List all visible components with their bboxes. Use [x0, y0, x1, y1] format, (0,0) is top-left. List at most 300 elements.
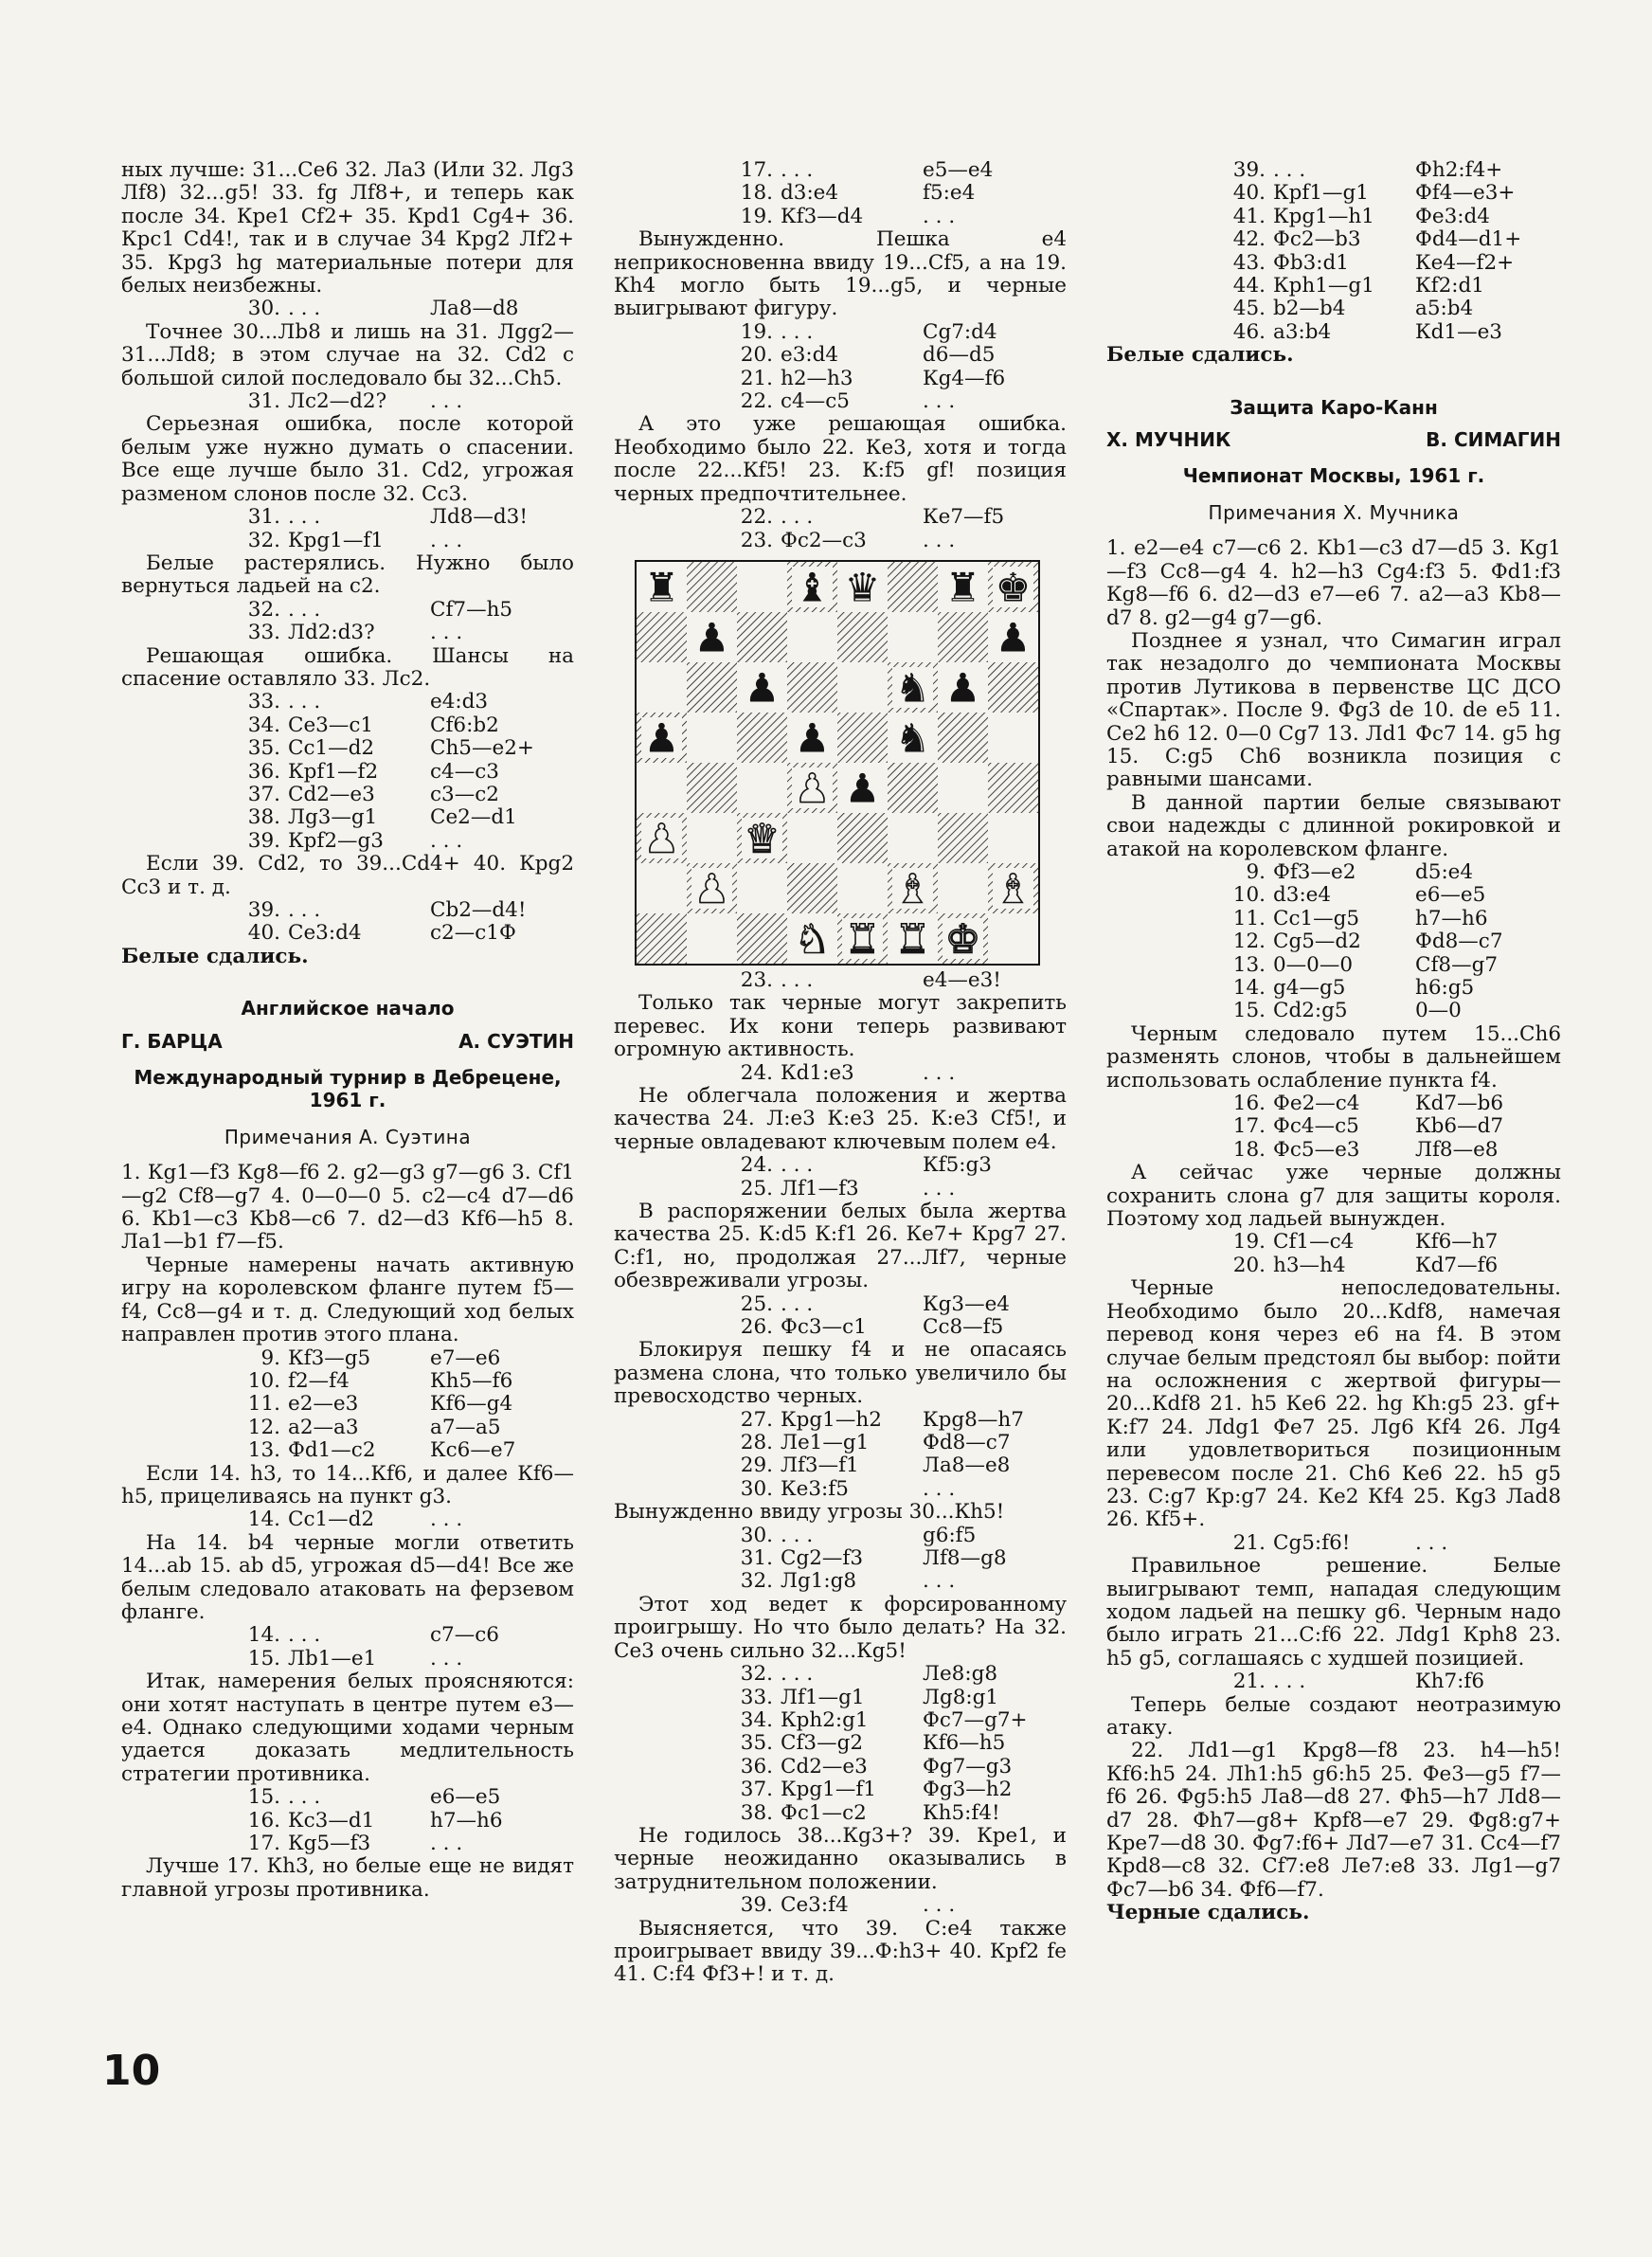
commentary: 22. Лd1—g1 Крg8—f8 23. h4—h5! Кf6:h5 24. Лh1:h5 g6:h5 25. Фе3—g5 f7—f6 26. Фg5:h5 Ла8—d8 27. Фh5—h7 Лd8—d7 28. Фh7—g8+ Крf8—е7 29. Фg8:g7+ Кре7—d8 30. Фg7:f6+ Лd7—е7 31. Сс4—f7 Крd8—с8 32. Сf7:е8 Ле7:е8 33. Лg1—g7 Фс7—b6 34. Фf6—f7. [1106, 1739, 1561, 1902]
move-number: 30. [247, 297, 280, 321]
white-move: Ле1—g1 [781, 1431, 870, 1455]
dark-square [888, 763, 938, 813]
move-line [1106, 930, 1561, 953]
move-line [614, 1478, 1067, 1501]
black-pawn-icon: ♟ [844, 765, 881, 812]
commentary: Блокируя пешку f4 и не опасаясь размена слона, что только увеличило бы превосходство черных. [614, 1338, 1067, 1409]
move-number: 18. [740, 181, 773, 206]
move-number: 32. [740, 1662, 773, 1687]
white-knight-icon: ♞ [794, 915, 831, 963]
white-move: Лf3—f1 [781, 1454, 859, 1478]
light-square [938, 763, 988, 813]
black-move: Ке7—f5 [923, 505, 1005, 530]
black-move: Кg3—е4 [923, 1291, 1010, 1316]
white-move: Фс4—с5 [1273, 1114, 1359, 1139]
black-move: . . . [923, 1569, 956, 1594]
black-move: Сb2—d4! [430, 898, 527, 922]
white-move: Крg1—f1 [288, 528, 384, 552]
move-number: 38. [247, 805, 280, 830]
spacer [121, 968, 574, 989]
dark-square [637, 612, 687, 662]
text-block: 1. Кg1—f3 Кg8—f6 2. g2—g3 g7—g6 3. Сf1—g2 Сf8—g7 4. 0—0—0 5. с2—с4 d7—d6 6. Кb1—с3 Кb8—с6 7. d2—d3 Кf6—h5 8. Ла1—b1 f7—f5. [121, 1161, 574, 1255]
light-square [687, 913, 737, 964]
black-move: . . . [430, 389, 463, 414]
white-move: . . . [781, 1153, 814, 1178]
white-move: Фс1—с2 [781, 1800, 867, 1825]
white-move: Фс2—с3 [781, 528, 867, 552]
move-line [614, 321, 1067, 344]
move-line [1106, 1000, 1561, 1022]
move-line [121, 784, 574, 806]
black-pawn-icon: ♟ [744, 664, 781, 712]
move-number: 11. [1232, 906, 1266, 930]
move-number: 20. [1232, 1253, 1266, 1277]
white-move: Кf3—d4 [781, 204, 864, 228]
white-move: Сс1—g5 [1273, 906, 1360, 930]
move-line [1106, 228, 1561, 251]
black-move: . . . [430, 828, 463, 853]
move-line [614, 1547, 1067, 1570]
white-move: Крf2—g3 [288, 828, 384, 853]
move-number: 15. [1232, 999, 1266, 1023]
event-heading: Чемпионат Москвы, 1961 г. [1182, 464, 1485, 488]
black-move: Кd7—b6 [1415, 1092, 1504, 1116]
white-move: . . . [288, 1785, 321, 1810]
move-number: 33. [247, 621, 280, 645]
move-number: 35. [740, 1731, 773, 1756]
black-move: Ла8—е8 [923, 1454, 1011, 1478]
move-number: 21. [740, 366, 773, 390]
white-move: Фс5—е3 [1273, 1137, 1360, 1162]
move-line [614, 368, 1067, 390]
commentary: Если 39. Cd2, то 39...Cd4+ 40. Крg2 Сс3 и т. д. [121, 852, 574, 899]
white-move: Крh2:g1 [781, 1707, 869, 1732]
white-pawn-icon: ♟ [643, 815, 680, 862]
move-number: 36. [740, 1754, 773, 1779]
black-move: Кс6—е7 [430, 1438, 516, 1463]
result-line: Черные сдались. [1106, 1901, 1310, 1925]
black-move: . . . [923, 1893, 956, 1918]
page-number: 10 [102, 2047, 161, 2095]
white-move: . . . [781, 505, 814, 530]
black-move: Фh2:f4+ [1415, 158, 1503, 182]
move-number: 34. [740, 1707, 773, 1732]
move-line [121, 1439, 574, 1462]
white-move: . . . [781, 1291, 814, 1316]
move-number: 38. [740, 1800, 773, 1825]
move-number: 25. [740, 1176, 773, 1201]
move-number: 33. [247, 690, 280, 714]
black-move: . . . [923, 1476, 956, 1501]
black-pawn-icon: ♟ [944, 664, 981, 712]
white-move: Се3—с1 [288, 713, 374, 737]
black-move: е6—е5 [1415, 883, 1486, 908]
move-line [614, 1663, 1067, 1686]
move-line [1106, 954, 1561, 977]
move-number: 24. [740, 1153, 773, 1178]
move-line [614, 969, 1067, 992]
white-bishop-icon: ♝ [894, 865, 931, 912]
commentary: Решающая ошибка. Шансы на спасение оставляло 33. Лс2. [121, 643, 574, 691]
black-move: Кf6—h7 [1415, 1230, 1499, 1255]
white-move: е2—е3 [288, 1392, 359, 1417]
black-player: В. СИМАГИН [1426, 428, 1561, 452]
move-line [1106, 977, 1561, 1000]
white-move: Лf1—g1 [781, 1685, 865, 1709]
move-number: 22. [740, 389, 773, 414]
black-move: . . . [923, 389, 956, 414]
text-block: ных лучше: 31...Се6 32. Ла3 (Или 32. Лg3 Лf8) 32...g5! 33. fg Лf8+, и теперь как после 34. Кре1 Сf2+ 35. Крd1 Cg4+ 36. Крс1 Cd4!, так и в случае 34 Крg2 Лf2+ 35. Крg3 hg материальные потери для белых неизбежны. [121, 158, 574, 298]
move-line [121, 691, 574, 713]
white-move: Сd2—е3 [781, 1754, 868, 1779]
move-line [121, 1786, 574, 1809]
black-move: е4:d3 [430, 690, 489, 714]
move-line [121, 1417, 574, 1439]
dark-square [837, 612, 888, 662]
black-move: Фd4—d1+ [1415, 227, 1522, 252]
dark-square [637, 913, 687, 964]
white-move: Сс1—d2 [288, 736, 375, 761]
light-square [687, 813, 737, 863]
move-number: 16. [247, 1808, 280, 1833]
move-line [614, 1894, 1067, 1917]
dark-square [737, 713, 787, 763]
black-move: Сg7:d4 [923, 319, 997, 344]
column-2 [614, 159, 1067, 1987]
spacer [1106, 368, 1561, 388]
light-square [837, 662, 888, 713]
move-number: 14. [1232, 976, 1266, 1000]
white-move: . . . [781, 967, 814, 992]
black-player: А. СУЭТИН [458, 1029, 574, 1053]
move-line [614, 1802, 1067, 1825]
move-line [121, 1370, 574, 1393]
move-line [121, 506, 574, 529]
white-move: . . . [1273, 158, 1306, 182]
move-line [614, 1432, 1067, 1454]
move-number: 11. [247, 1392, 280, 1417]
move-line [614, 1154, 1067, 1177]
black-move: Фd8—с7 [923, 1431, 1011, 1455]
black-move: Сс8—f5 [923, 1315, 1004, 1339]
move-line [1106, 1231, 1561, 1254]
move-number: 10. [247, 1368, 280, 1393]
move-number: 13. [247, 1438, 280, 1463]
light-square [637, 662, 687, 713]
column-1 [121, 159, 574, 1902]
black-move: Ле8:g8 [923, 1662, 998, 1687]
commentary: Правильное решение. Белые выигрывают темп, нападая следующим ходом ладьей на пешку g6. Черным надо было играть 21...С:f6 22. Лdg1 Крh8 23. h5 g5, соглашаясь с худшей позицией. [1106, 1554, 1561, 1670]
black-move: Лd8—d3! [430, 505, 528, 530]
commentary: Точнее 30...Лb8 и лишь на 31. Лgg2—31...Лd8; в этом случае на 32. Cd2 с большой силой последовало бы 32...Ch5. [121, 319, 574, 390]
move-line [614, 1570, 1067, 1593]
white-king-icon: ♚ [944, 915, 981, 963]
white-move: Сс1—d2 [288, 1508, 375, 1532]
annotator-line: Примечания А. Суэтина [224, 1125, 472, 1148]
white-move: Фс3—с1 [781, 1315, 867, 1339]
white-move: а2—а3 [288, 1415, 359, 1439]
light-square [988, 713, 1038, 763]
black-move: f5:е4 [923, 181, 976, 206]
move-number: 12. [1232, 930, 1266, 954]
move-line [121, 390, 574, 413]
black-move: . . . [430, 1646, 463, 1670]
move-number: 42. [1232, 227, 1266, 252]
white-move: Сg5:f6! [1273, 1530, 1351, 1555]
white-move: Кg5—f3 [288, 1832, 371, 1856]
black-move: е6—е5 [430, 1785, 501, 1810]
black-move: е5—е4 [923, 158, 994, 182]
move-line [614, 1409, 1067, 1432]
dark-square [988, 763, 1038, 813]
move-line [1106, 1139, 1561, 1162]
move-line [121, 830, 574, 853]
white-move: Кd1:е3 [781, 1060, 854, 1085]
light-square [888, 612, 938, 662]
black-move: Кf6—h5 [923, 1731, 1006, 1756]
light-square [737, 763, 787, 813]
move-line [1106, 1255, 1561, 1277]
white-move: Сd2—е3 [288, 782, 375, 806]
move-number: 30. [740, 1523, 773, 1547]
white-move: Фс2—b3 [1273, 227, 1361, 252]
move-number: 17. [247, 1832, 280, 1856]
dark-square [687, 763, 737, 813]
white-move: . . . [781, 1662, 814, 1687]
black-move: d5:е4 [1415, 859, 1474, 884]
move-line [121, 761, 574, 784]
black-pawn-icon: ♟ [643, 714, 680, 762]
move-line [121, 298, 574, 320]
move-number: 19. [1232, 1230, 1266, 1255]
commentary: Белые растерялись. Нужно было вернуться ладьей на с2. [121, 551, 574, 599]
move-number: 16. [1232, 1092, 1266, 1116]
move-line [121, 806, 574, 829]
annotator-line: Примечания Х. Мучника [1208, 500, 1460, 524]
light-square [737, 562, 787, 612]
dark-square [938, 612, 988, 662]
move-number: 13. [1232, 952, 1266, 977]
move-line [1106, 206, 1561, 228]
commentary: Выясняется, что 39. С:е4 также проигрывает ввиду 39...Ф:h3+ 40. Крf2 fe 41. С:f4 Фf3+! и т. д. [614, 1916, 1067, 1987]
move-number: 39. [740, 1893, 773, 1918]
commentary: Не годилось 38...Кg3+? 39. Кре1, и черные неожиданно оказывались в затруднительном положении. [614, 1823, 1067, 1894]
black-move: g6:f5 [923, 1523, 977, 1547]
move-number: 43. [1232, 250, 1266, 275]
result-line: Белые сдались. [1106, 343, 1294, 368]
move-line [121, 622, 574, 644]
white-move: Крg1—h1 [1273, 204, 1374, 228]
dark-square [687, 662, 737, 713]
black-move: . . . [1415, 1530, 1448, 1555]
black-move: h7—h6 [430, 1808, 503, 1833]
move-line [121, 922, 574, 945]
light-square [637, 763, 687, 813]
move-line [614, 1756, 1067, 1779]
move-line [614, 530, 1067, 552]
move-number: 28. [740, 1431, 773, 1455]
black-move: е7—е6 [430, 1345, 501, 1370]
move-number: 32. [247, 597, 280, 622]
move-number: 15. [247, 1646, 280, 1670]
black-move: Сf7—h5 [430, 597, 513, 622]
black-move: Лf8—g8 [923, 1546, 1007, 1571]
white-move: h3—h4 [1273, 1253, 1346, 1277]
white-move: h2—h3 [781, 366, 853, 390]
commentary: Не облегчала положения и жертва качества 24. Л:е3 К:е3 25. К:е3 Сf5!, и черные овладевают ключевым полем е4. [614, 1083, 1067, 1154]
move-number: 19. [740, 319, 773, 344]
dark-square [888, 562, 938, 612]
move-number: 14. [247, 1623, 280, 1648]
black-bishop-icon: ♝ [794, 564, 831, 611]
move-line [121, 1810, 574, 1833]
black-move: е4—е3! [923, 967, 1001, 992]
move-line [1106, 1532, 1561, 1555]
white-move: Ке3:f5 [781, 1476, 849, 1501]
move-number: 39. [1232, 158, 1266, 182]
black-move: с3—с2 [430, 782, 499, 806]
move-number: 15. [247, 1785, 280, 1810]
black-pawn-icon: ♟ [794, 714, 831, 762]
move-number: 24. [740, 1060, 773, 1085]
light-square [837, 863, 888, 913]
move-number: 30. [740, 1476, 773, 1501]
white-move: Лg1:g8 [781, 1569, 857, 1594]
black-move: . . . [923, 204, 956, 228]
black-move: Кf6—g4 [430, 1392, 513, 1417]
black-move: Ке4—f2+ [1415, 250, 1515, 275]
black-move: d6—d5 [923, 343, 996, 368]
white-move: а3:b4 [1273, 319, 1332, 344]
move-line [121, 899, 574, 922]
white-move: f2—f4 [288, 1368, 350, 1393]
white-move: Фb3:d1 [1273, 250, 1349, 275]
move-number: 41. [1232, 204, 1266, 228]
white-move: Се3:f4 [781, 1893, 849, 1918]
white-move: Кf3—g5 [288, 1345, 371, 1370]
move-line [1106, 298, 1561, 320]
white-pawn-icon: ♟ [693, 865, 730, 912]
move-number: 46. [1232, 319, 1266, 344]
white-move: Лd2:d3? [288, 621, 375, 645]
move-line [1106, 275, 1561, 298]
commentary: Только так черные могут закрепить перевес. Их кони теперь развивают огромную активность. [614, 991, 1067, 1062]
move-number: 35. [247, 736, 280, 761]
move-line [614, 506, 1067, 529]
move-line [121, 1508, 574, 1531]
text-block: 1. е2—е4 с7—с6 2. Кb1—с3 d7—d5 3. Кg1—f3 Сс8—g4 4. h2—h3 Сg4:f3 5. Фd1:f3 Кg8—f6 6. d2—d3 е7—е6 7. а2—а3 Кb8—d7 8. g2—g4 g7—g6. [1106, 536, 1561, 630]
black-move: Фd8—с7 [1415, 930, 1503, 954]
black-move: Сf6:b2 [430, 713, 499, 737]
move-number: 34. [247, 713, 280, 737]
light-square [687, 713, 737, 763]
white-move: Сg2—f3 [781, 1546, 864, 1571]
white-move: с4—с5 [781, 389, 850, 414]
white-move: b2—b4 [1273, 297, 1346, 321]
light-square [637, 863, 687, 913]
move-line [121, 1648, 574, 1670]
light-square [787, 612, 837, 662]
chess-diagram [635, 560, 1040, 966]
black-rook-icon: ♜ [643, 564, 680, 611]
move-number: 27. [740, 1407, 773, 1432]
players [121, 1030, 574, 1053]
move-line [121, 599, 574, 622]
black-queen-icon: ♛ [844, 564, 881, 611]
black-move: Кh5—f6 [430, 1368, 513, 1393]
move-line [614, 1293, 1067, 1316]
move-number: 31. [247, 505, 280, 530]
move-line [614, 1316, 1067, 1339]
white-rook-icon: ♜ [844, 915, 881, 963]
move-line [121, 1393, 574, 1416]
move-line [121, 1624, 574, 1647]
move-line [121, 1833, 574, 1855]
white-move: Лg3—g1 [288, 805, 378, 830]
move-number: 32. [247, 528, 280, 552]
white-rook-icon: ♜ [894, 915, 931, 963]
dark-square [938, 713, 988, 763]
black-move: 0—0 [1415, 999, 1462, 1023]
move-line [121, 714, 574, 737]
black-move: . . . [923, 1060, 956, 1085]
commentary: Черным следовало путем 15...Сh6 разменять слонов, чтобы в дальнейшем использовать ослабление пункта f4. [1106, 1021, 1561, 1092]
move-line [614, 1732, 1067, 1755]
dark-square [837, 813, 888, 863]
black-move: h7—h6 [1415, 906, 1488, 930]
move-line [1106, 321, 1561, 344]
move-line [1106, 861, 1561, 884]
move-number: 21. [1232, 1670, 1266, 1694]
move-number: 9. [260, 1345, 280, 1370]
move-number: 40. [1232, 181, 1266, 206]
white-move: . . . [288, 690, 321, 714]
black-king-icon: ♚ [995, 564, 1032, 611]
black-move: Фс7—g7+ [923, 1707, 1028, 1732]
move-line [1106, 884, 1561, 907]
dark-square [938, 813, 988, 863]
white-move: е3:d4 [781, 343, 839, 368]
white-move: . . . [781, 158, 814, 182]
black-move: Кf5:g3 [923, 1153, 992, 1178]
black-move: h6:g5 [1415, 976, 1475, 1000]
commentary: Лучше 17. Кh3, но белые еще не видят главной угрозы противника. [121, 1854, 574, 1902]
move-line [1106, 159, 1561, 182]
white-move: d3:е4 [1273, 883, 1332, 908]
white-move: d3:е4 [781, 181, 839, 206]
move-line [1106, 1670, 1561, 1693]
event-heading: Международный турнир в Дебрецене, 1961 г. [134, 1066, 562, 1112]
move-number: 29. [740, 1454, 773, 1478]
black-move: Кg4—f6 [923, 366, 1006, 390]
opening-heading: Английское начало [241, 997, 455, 1020]
black-move: . . . [430, 528, 463, 552]
light-square [888, 813, 938, 863]
black-move: . . . [923, 528, 956, 552]
move-number: 22. [740, 505, 773, 530]
white-move: Сf3—g2 [781, 1731, 864, 1756]
move-number: 17. [740, 158, 773, 182]
commentary: Позднее я узнал, что Симагин играл так незадолго до чемпионата Москвы против Лутикова в первенстве ЦС ДСО «Спартак». После 9. Фg3 de 10. de е5 11. Се2 h6 12. 0—0 Сg7 13. Лd1 Фс7 14. g5 hg 15. С:g5 Сh6 возникла позиция с равными шансами. [1106, 628, 1561, 792]
move-line [614, 1525, 1067, 1547]
white-move: . . . [781, 319, 814, 344]
move-line [614, 1062, 1067, 1085]
white-move: . . . [288, 1623, 321, 1648]
black-move: а5:b4 [1415, 297, 1474, 321]
black-move: Кh7:f6 [1415, 1670, 1485, 1694]
white-move: Крf1—f2 [288, 759, 379, 784]
black-move: Ch5—e2+ [430, 736, 534, 761]
